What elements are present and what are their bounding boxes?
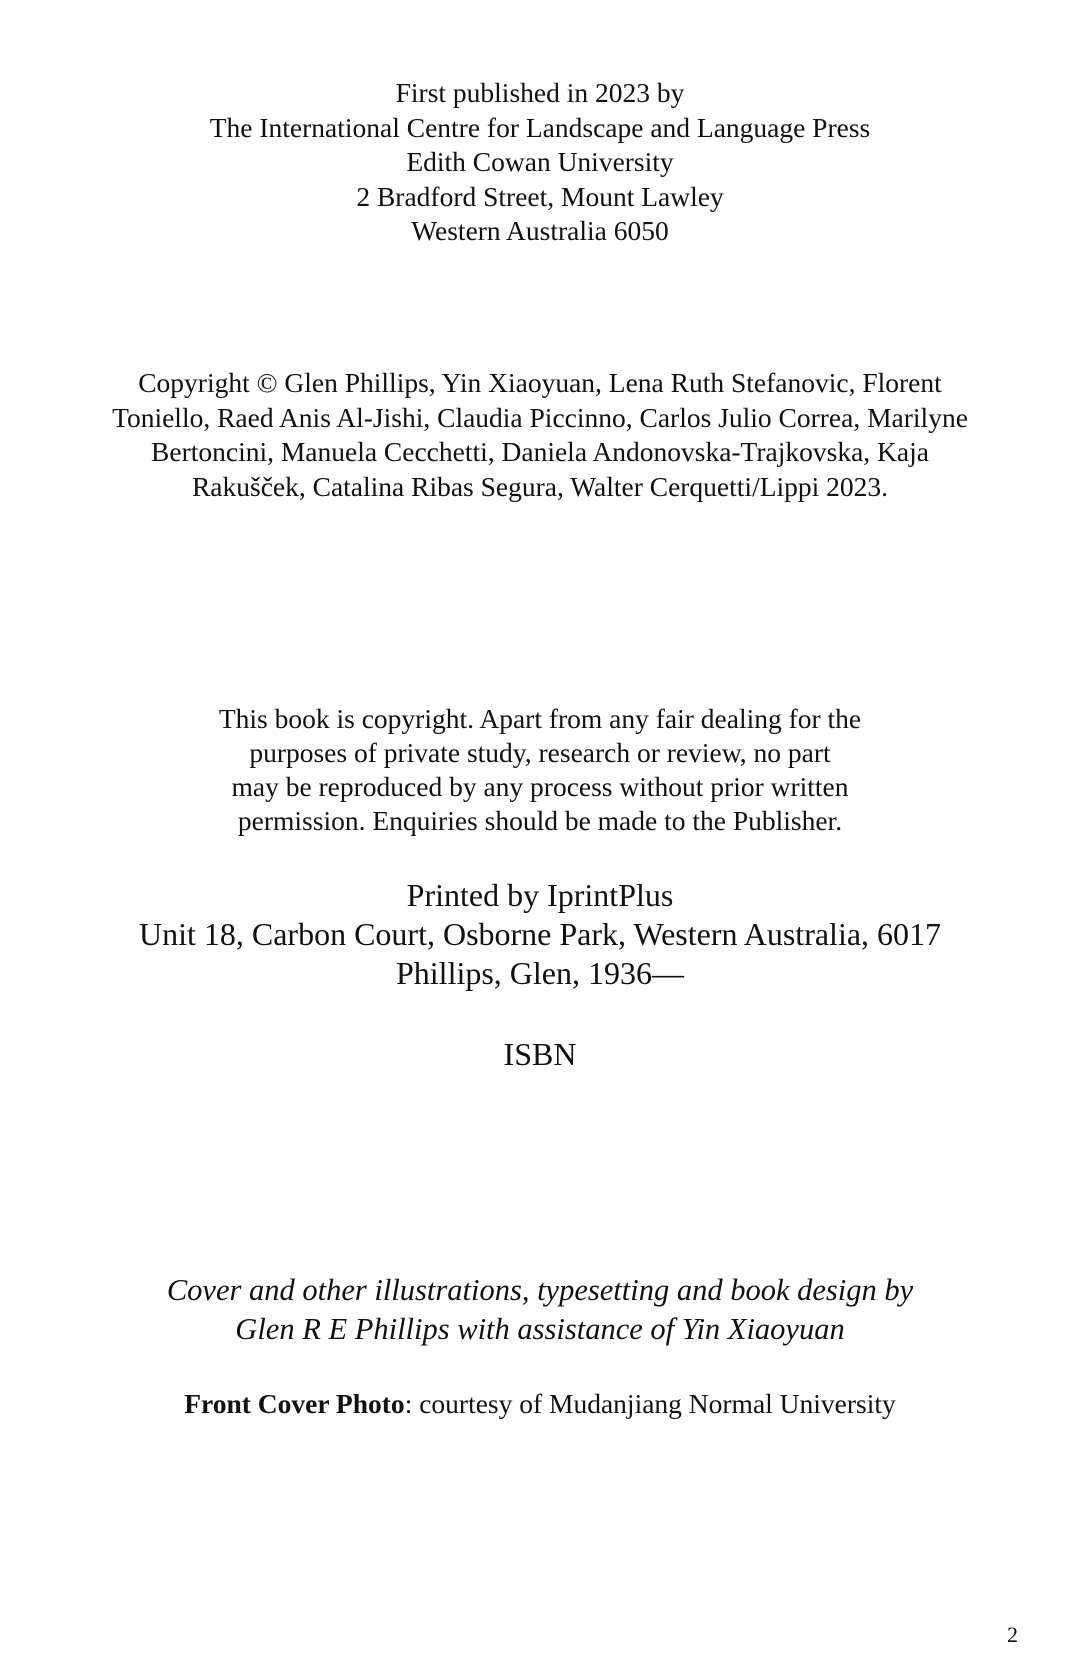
printer-block (0, 876, 1080, 993)
copyright-line: Copyright © Glen Phillips, Yin Xiaoyuan, Lena Ruth Stefanovic, Florent (138, 367, 942, 398)
copyright-line: Rakuščеk, Catalina Ribas Segura, Walter Cerquetti/Lippi 2023. (191, 470, 889, 502)
page-number: 2 (1007, 1622, 1018, 1647)
publisher-line: 2 Bradford Street, Mount Lawley (356, 180, 724, 212)
copyright-line: Bertoncini, Manuela Cecchetti, Daniela Andonovska-Trajkovska, Kaja (151, 436, 929, 467)
printer-line: Phillips, Glen, 1936— (395, 955, 684, 991)
rights-notice (0, 702, 1080, 838)
rights-line: purposes of private study, research or review, no part (249, 737, 831, 768)
publisher-line: Western Australia 6050 (411, 215, 669, 246)
publisher-line: First published in 2023 by (395, 77, 685, 108)
credits-line: Glen R E Phillips with assistance of Yin Xiaoyuan (235, 1312, 845, 1346)
copyright-line: Toniello, Raed Anis Al-Jishi, Claudia Piccinno, Carlos Julio Correa, Marilyne (112, 401, 968, 433)
photo-credit-text: : courtesy of Mudanjiang Normal University (404, 1388, 896, 1419)
design-credits (0, 1271, 1080, 1349)
copyright-block (0, 366, 1080, 504)
rights-line: This book is copyright. Apart from any fair dealing for the (218, 703, 862, 734)
credits-line: Cover and other illustrations, typesetting and book design by (166, 1273, 914, 1307)
publisher-line: Edith Cowan University (406, 146, 674, 177)
rights-line: permission. Enquiries should be made to the Publisher. (237, 805, 843, 836)
isbn-label: ISBN (503, 1036, 577, 1072)
publisher-block (0, 76, 1080, 249)
printer-line: Unit 18, Carbon Court, Osborne Park, Western Australia, 6017 (138, 916, 942, 952)
publisher-line: The International Centre for Landscape and Language Press (209, 111, 871, 143)
rights-line: may be reproduced by any process without prior written (231, 771, 849, 802)
front-cover-photo-credit (0, 1387, 1080, 1421)
photo-credit-label: Front Cover Photo (184, 1388, 405, 1419)
printer-line: Printed by IprintPlus (406, 877, 674, 913)
